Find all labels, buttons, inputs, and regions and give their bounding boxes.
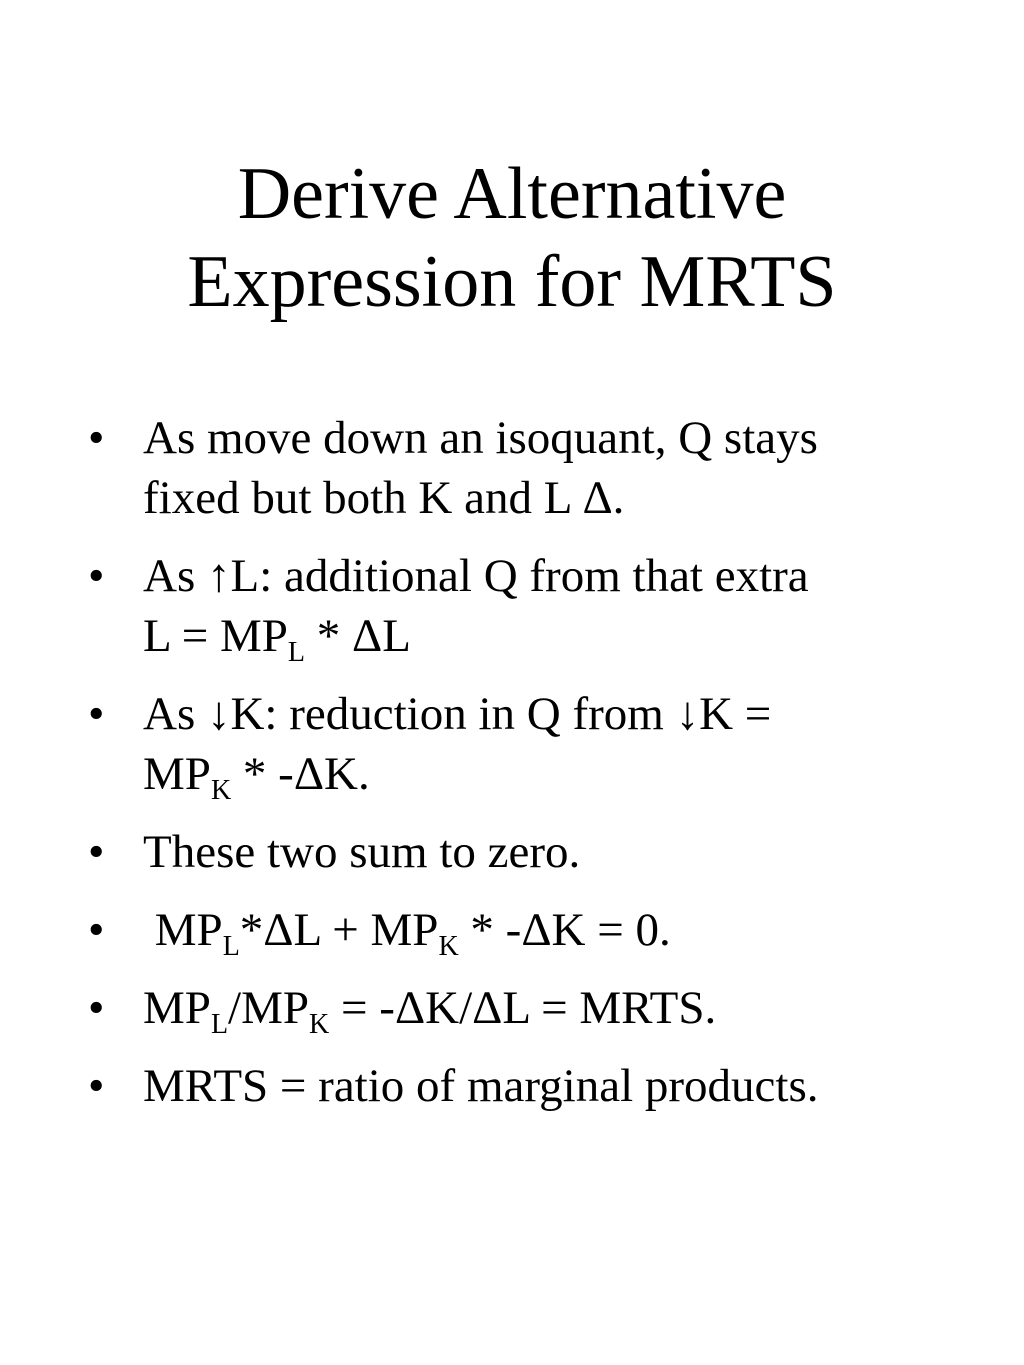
- bullet-dot: •: [88, 412, 105, 464]
- bullet-text: [143, 1056, 924, 1116]
- bullet-dot: •: [88, 688, 105, 740]
- bullet-dot: •: [88, 1060, 105, 1112]
- title-line-2: Expression for MRTS: [187, 241, 837, 323]
- bullet-item-6: [0, 978, 1024, 1038]
- bullet-text: [143, 684, 924, 804]
- text-run: MP: [143, 748, 211, 800]
- bullet-text: [143, 822, 924, 882]
- bullet-item-1: [0, 408, 1024, 528]
- bullet-text: [143, 978, 924, 1038]
- bullet-text: [143, 546, 924, 666]
- bullet-item-4: [0, 822, 1024, 882]
- text-run: MP: [143, 982, 211, 1034]
- bullet-item-2: [0, 546, 1024, 666]
- bullet-dot: •: [88, 826, 105, 878]
- bullet-list: [0, 408, 1024, 1134]
- bullet-line: [143, 978, 924, 1038]
- subscript: K: [438, 931, 459, 962]
- subscript: L: [222, 931, 240, 962]
- bullet-dot: •: [88, 982, 105, 1034]
- subscript: K: [309, 1009, 330, 1040]
- subscript: L: [210, 1009, 229, 1040]
- bullet-item-3: [0, 684, 1024, 804]
- text-run: L = MP: [143, 610, 288, 662]
- bullet-item-7: [0, 1056, 1024, 1116]
- bullet-line: [143, 900, 924, 960]
- text-run: *ΔL + MP: [239, 904, 439, 956]
- bullet-line: As move down an isoquant, Q stays: [143, 412, 818, 464]
- text-run: * -ΔK = 0.: [458, 904, 671, 956]
- text-run: /MP: [228, 982, 310, 1034]
- bullet-dot: •: [88, 904, 105, 956]
- bullet-text: [143, 408, 924, 528]
- bullet-line: fixed but both K and L Δ.: [143, 472, 625, 524]
- bullet-dot: •: [88, 550, 105, 602]
- bullet-line: [143, 744, 924, 804]
- bullet-line: As ↑L: additional Q from that extra: [143, 550, 809, 602]
- subscript: K: [210, 775, 232, 806]
- bullet-line: MRTS = ratio of marginal products.: [143, 1060, 819, 1112]
- bullet-line: As ↓K: reduction in Q from ↓K =: [143, 688, 772, 740]
- title-line-1: Derive Alternative: [237, 153, 787, 235]
- bullet-line: [143, 606, 924, 666]
- bullet-item-5: [0, 900, 1024, 960]
- text-run: = -ΔK/ΔL = MRTS.: [329, 982, 717, 1034]
- text-run: * -ΔK.: [231, 748, 370, 800]
- slide-title: [0, 150, 1024, 326]
- bullet-text: [143, 900, 924, 960]
- bullet-line: These two sum to zero.: [143, 826, 581, 878]
- subscript: L: [287, 637, 306, 668]
- text-run: * ΔL: [305, 610, 411, 662]
- text-run: MP: [143, 904, 223, 956]
